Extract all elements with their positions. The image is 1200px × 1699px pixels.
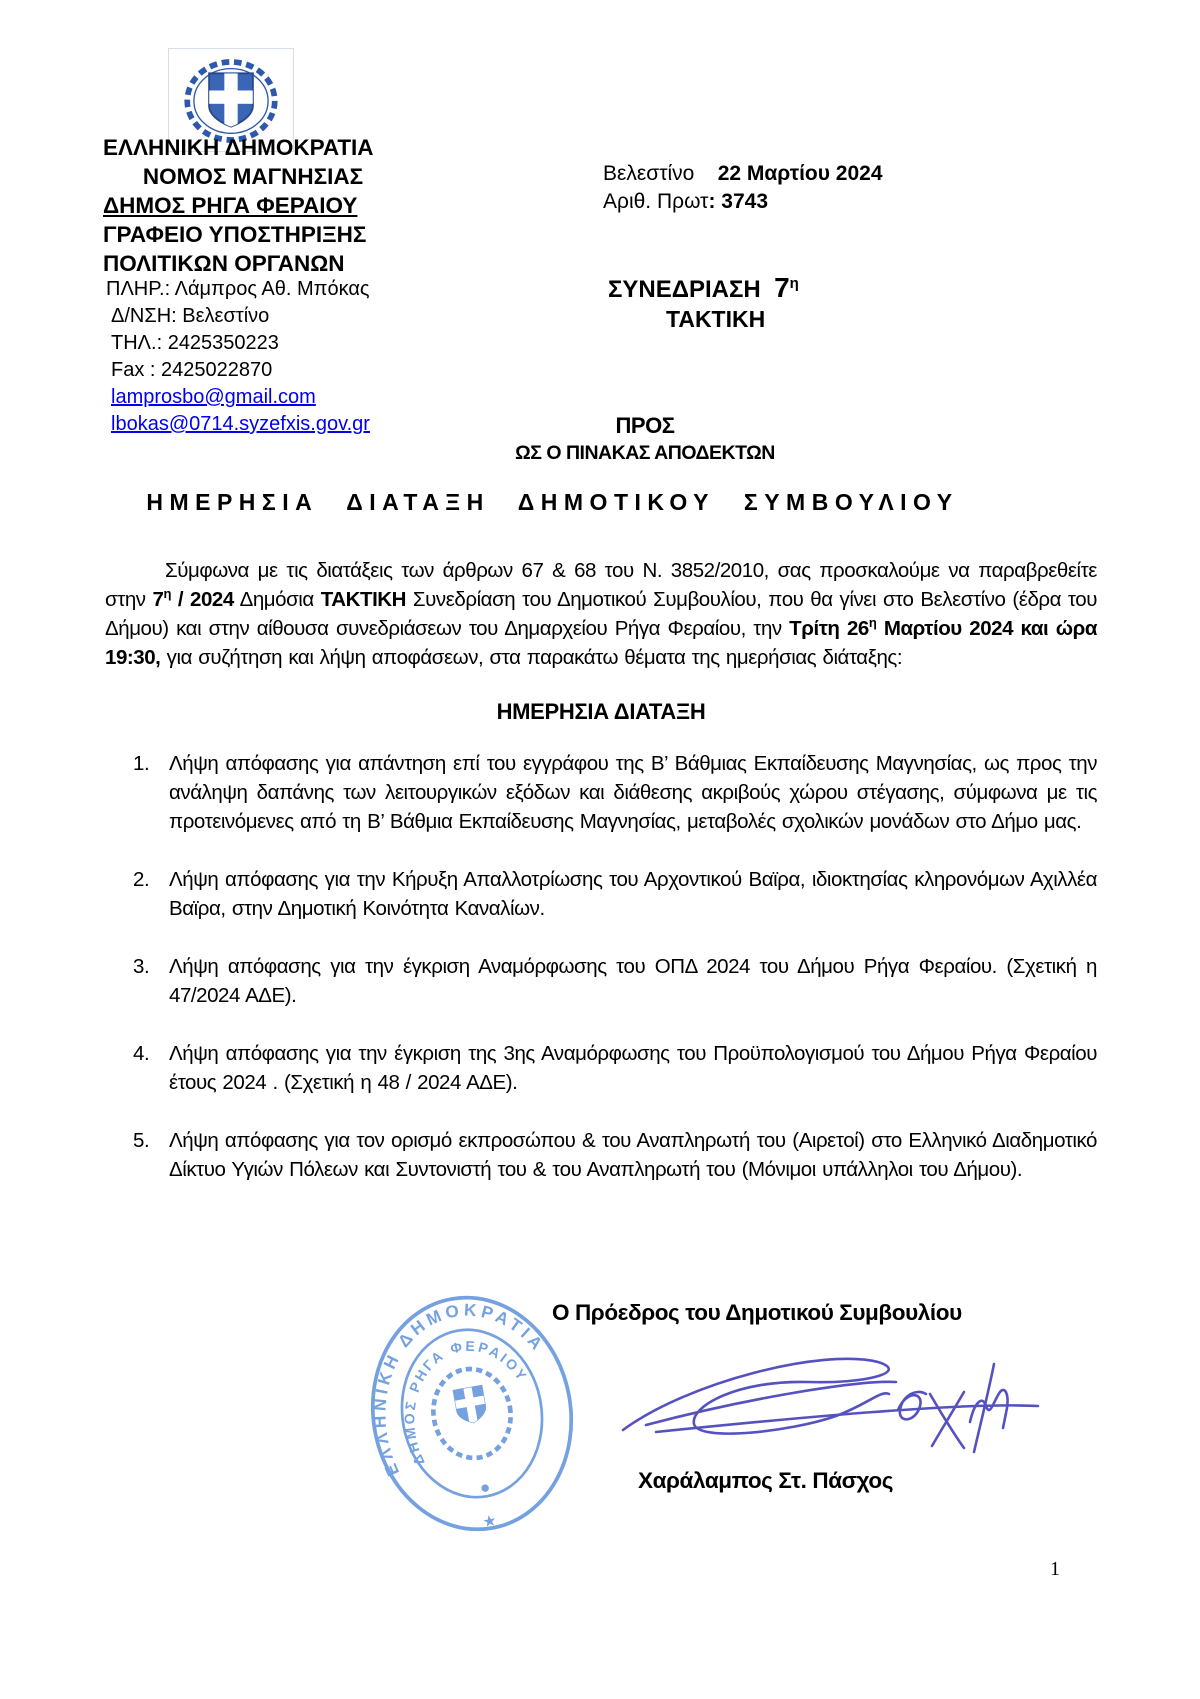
municipal-round-stamp-icon <box>366 1292 578 1536</box>
intro-session-sup: η <box>163 586 171 602</box>
recipient-pros: ΠΡΟΣ <box>615 413 675 438</box>
contact-fax: Fax : 2425022870 <box>111 359 273 381</box>
session-number: 7 <box>774 272 790 303</box>
agenda-item-2 <box>133 865 1097 923</box>
agenda-heading: ΗΜΕΡΗΣΙΑ ΔΙΑΤΑΞΗ <box>496 699 706 724</box>
email-link-syzefxis[interactable]: lbokas@0714.syzefxis.gov.gr <box>111 413 370 435</box>
contact-clerk: ΠΛΗΡ.: Λάμπρος Αθ. Μπόκας <box>106 278 370 300</box>
contact-address: Δ/ΝΣΗ: Βελεστίνο <box>111 305 270 327</box>
agenda-item-3 <box>133 952 1097 1010</box>
agenda-item-number: 1. <box>133 752 150 775</box>
agenda-item-text: Λήψη απόφασης για την έγκριση Αναμόρφωσης του ΟΠΔ 2024 του Δήμου Ρήγα Φεραίου. (Σχετική η 47/2024 ΑΔΕ). <box>169 955 1097 1007</box>
recipient-table: ΩΣ Ο ΠΙΝΑΚΑΣ ΑΠΟΔΕΚΤΩΝ <box>515 442 775 464</box>
meta-protocol-line <box>603 188 1083 216</box>
intro-seg7: για συζήτηση και λήψη αποφάσεων, στα παρακάτω θέματα της ημερήσιας διάταξης: <box>160 646 903 669</box>
intro-date-sup: η <box>868 615 877 631</box>
intro-session-num: 7 <box>152 588 164 611</box>
email-link-gmail[interactable]: lamprosbo@gmail.com <box>111 386 316 408</box>
org-line-office: ΓΡΑΦΕΙΟ ΥΠΟΣΤΗΡΙΞΗΣ <box>103 222 367 247</box>
president-name: Χαράλαμπος Στ. Πάσχος <box>638 1468 894 1493</box>
intro-date-day: Τρίτη 26 <box>789 617 869 640</box>
session-block <box>608 272 1008 333</box>
document-title: ΗΜΕΡΗΣΙΑ ΔΙΑΤΑΞΗ ΔΗΜΟΤΙΚΟΥ ΣΥΜΒΟΥΛΙΟΥ <box>146 489 959 515</box>
president-title: Ο Πρόεδρος του Δημοτικού Συμβουλίου <box>552 1300 962 1325</box>
session-type: ΤΑΚΤΙΚΗ <box>666 306 766 332</box>
org-line-republic: ΕΛΛΗΝΙΚΗ ΔΗΜΟΚΡΑΤΙΑ <box>103 135 374 160</box>
agenda-item-number: 3. <box>133 955 150 978</box>
handwritten-signature-icon <box>598 1330 1053 1470</box>
agenda-item-5 <box>133 1126 1097 1184</box>
agenda-item-text: Λήψη απόφασης για τον ορισμό εκπροσώπου & του Αναπληρωτή του (Αιρετοί) στο Ελληνικό Διαδημοτικό Δίκτυο Υγιών Πόλεων και Συντονιστή του & του Αναπληρωτή του (Μόνιμοι υπάλληλοι του Δήμου). <box>169 1129 1097 1181</box>
recipient-block <box>250 413 1040 465</box>
intro-session-year: / 2024 <box>170 588 234 611</box>
intro-session-kind: ΤΑΚΤΙΚΗ <box>320 588 407 611</box>
page-number: 1 <box>1050 1558 1060 1580</box>
agenda-item-1 <box>133 749 1097 836</box>
meta-date-line <box>603 160 1083 188</box>
intro-date-rest: Μαρτίου 2024 και ώρα 19:30, <box>105 617 1097 669</box>
agenda-item-number: 5. <box>133 1129 150 1152</box>
org-line-prefecture: ΝΟΜΟΣ ΜΑΓΝΗΣΙΑΣ <box>142 164 364 189</box>
agenda-item-number: 4. <box>133 1042 150 1065</box>
session-line <box>608 272 1008 304</box>
meta-place: Βελεστίνο <box>603 162 695 185</box>
org-line-office2: ΠΟΛΙΤΙΚΩΝ ΟΡΓΑΝΩΝ <box>103 251 345 276</box>
intro-seg1: Σύμφωνα με τις διατάξεις των άρθρων 67 & 68 του Ν. 3852/2010, σας προσκαλούμε να παραβρεθείτε στην <box>105 559 1097 611</box>
meta-date: 22 Μαρτίου 2024 <box>717 162 883 185</box>
protocol-number: : 3743 <box>708 190 769 213</box>
letterhead-org-block <box>103 133 443 278</box>
intro-seg3: Δημόσια <box>233 588 321 611</box>
document-body <box>105 556 1097 1213</box>
intro-paragraph <box>105 556 1097 672</box>
meta-block <box>603 160 1083 216</box>
agenda-item-text: Λήψη απόφασης για την Κήρυξη Απαλλοτρίωσης του Αρχοντικού Βαϊρα, ιδιοκτησίας κληρονόμων Αχιλλέα Βαϊρα, στην Δημοτική Κοινότητα Καναλίων. <box>169 868 1097 920</box>
contact-phone: ΤΗΛ.: 2425350223 <box>111 332 279 354</box>
agenda-item-text: Λήψη απόφασης για απάντηση επί του εγγράφου της Β’ Βάθμιας Εκπαίδευσης Μαγνησίας, ως προς την ανάληψη δαπάνης των λειτουργικών εξόδων και διάθεσης ακριβούς χώρου στέγασης, σύμφωνα με τις προτεινόμενες από τη Β’ Βάθμια Εκπαίδευσης Μαγνησίας, μεταβολές σχολικών μονάδων στο Δήμο μας. <box>169 752 1097 833</box>
session-label: ΣΥΝΕΔΡΙΑΣΗ <box>608 276 761 303</box>
protocol-label: Αριθ. Πρωτ <box>603 190 709 213</box>
stamp-star: ★ <box>481 1512 499 1532</box>
stamp-outer-text: ΕΛΛΗΝΙΚΗ ΔΗΜΟΚΡΑΤΙΑ <box>369 1299 550 1480</box>
org-line-municipality: ΔΗΜΟΣ ΡΗΓΑ ΦΕΡΑΙΟΥ <box>103 193 358 218</box>
agenda-item-4 <box>133 1039 1097 1097</box>
agenda-item-text: Λήψη απόφασης για την έγκριση της 3ης Αναμόρφωσης του Προϋπολογισμού του Δήμου Ρήγα Φεραίου έτους 2024 . (Σχετική η 48 / 2024 ΑΔΕ). <box>169 1042 1097 1094</box>
stamp-inner-text: ΔΗΜΟΣ ΡΗΓΑ ΦΕΡΑΙΟΥ <box>401 1337 532 1468</box>
agenda-item-number: 2. <box>133 868 150 891</box>
session-ordinal-sup: η <box>789 275 799 292</box>
intro-seg5: Συνεδρίαση του Δημοτικού Συμβουλίου, που θα γίνει στο Βελεστίνο (έδρα του Δήμου) και στην αίθουσα συνεδριάσεων του Δημαρχείου Ρήγα Φεραίου, την <box>105 588 1098 640</box>
